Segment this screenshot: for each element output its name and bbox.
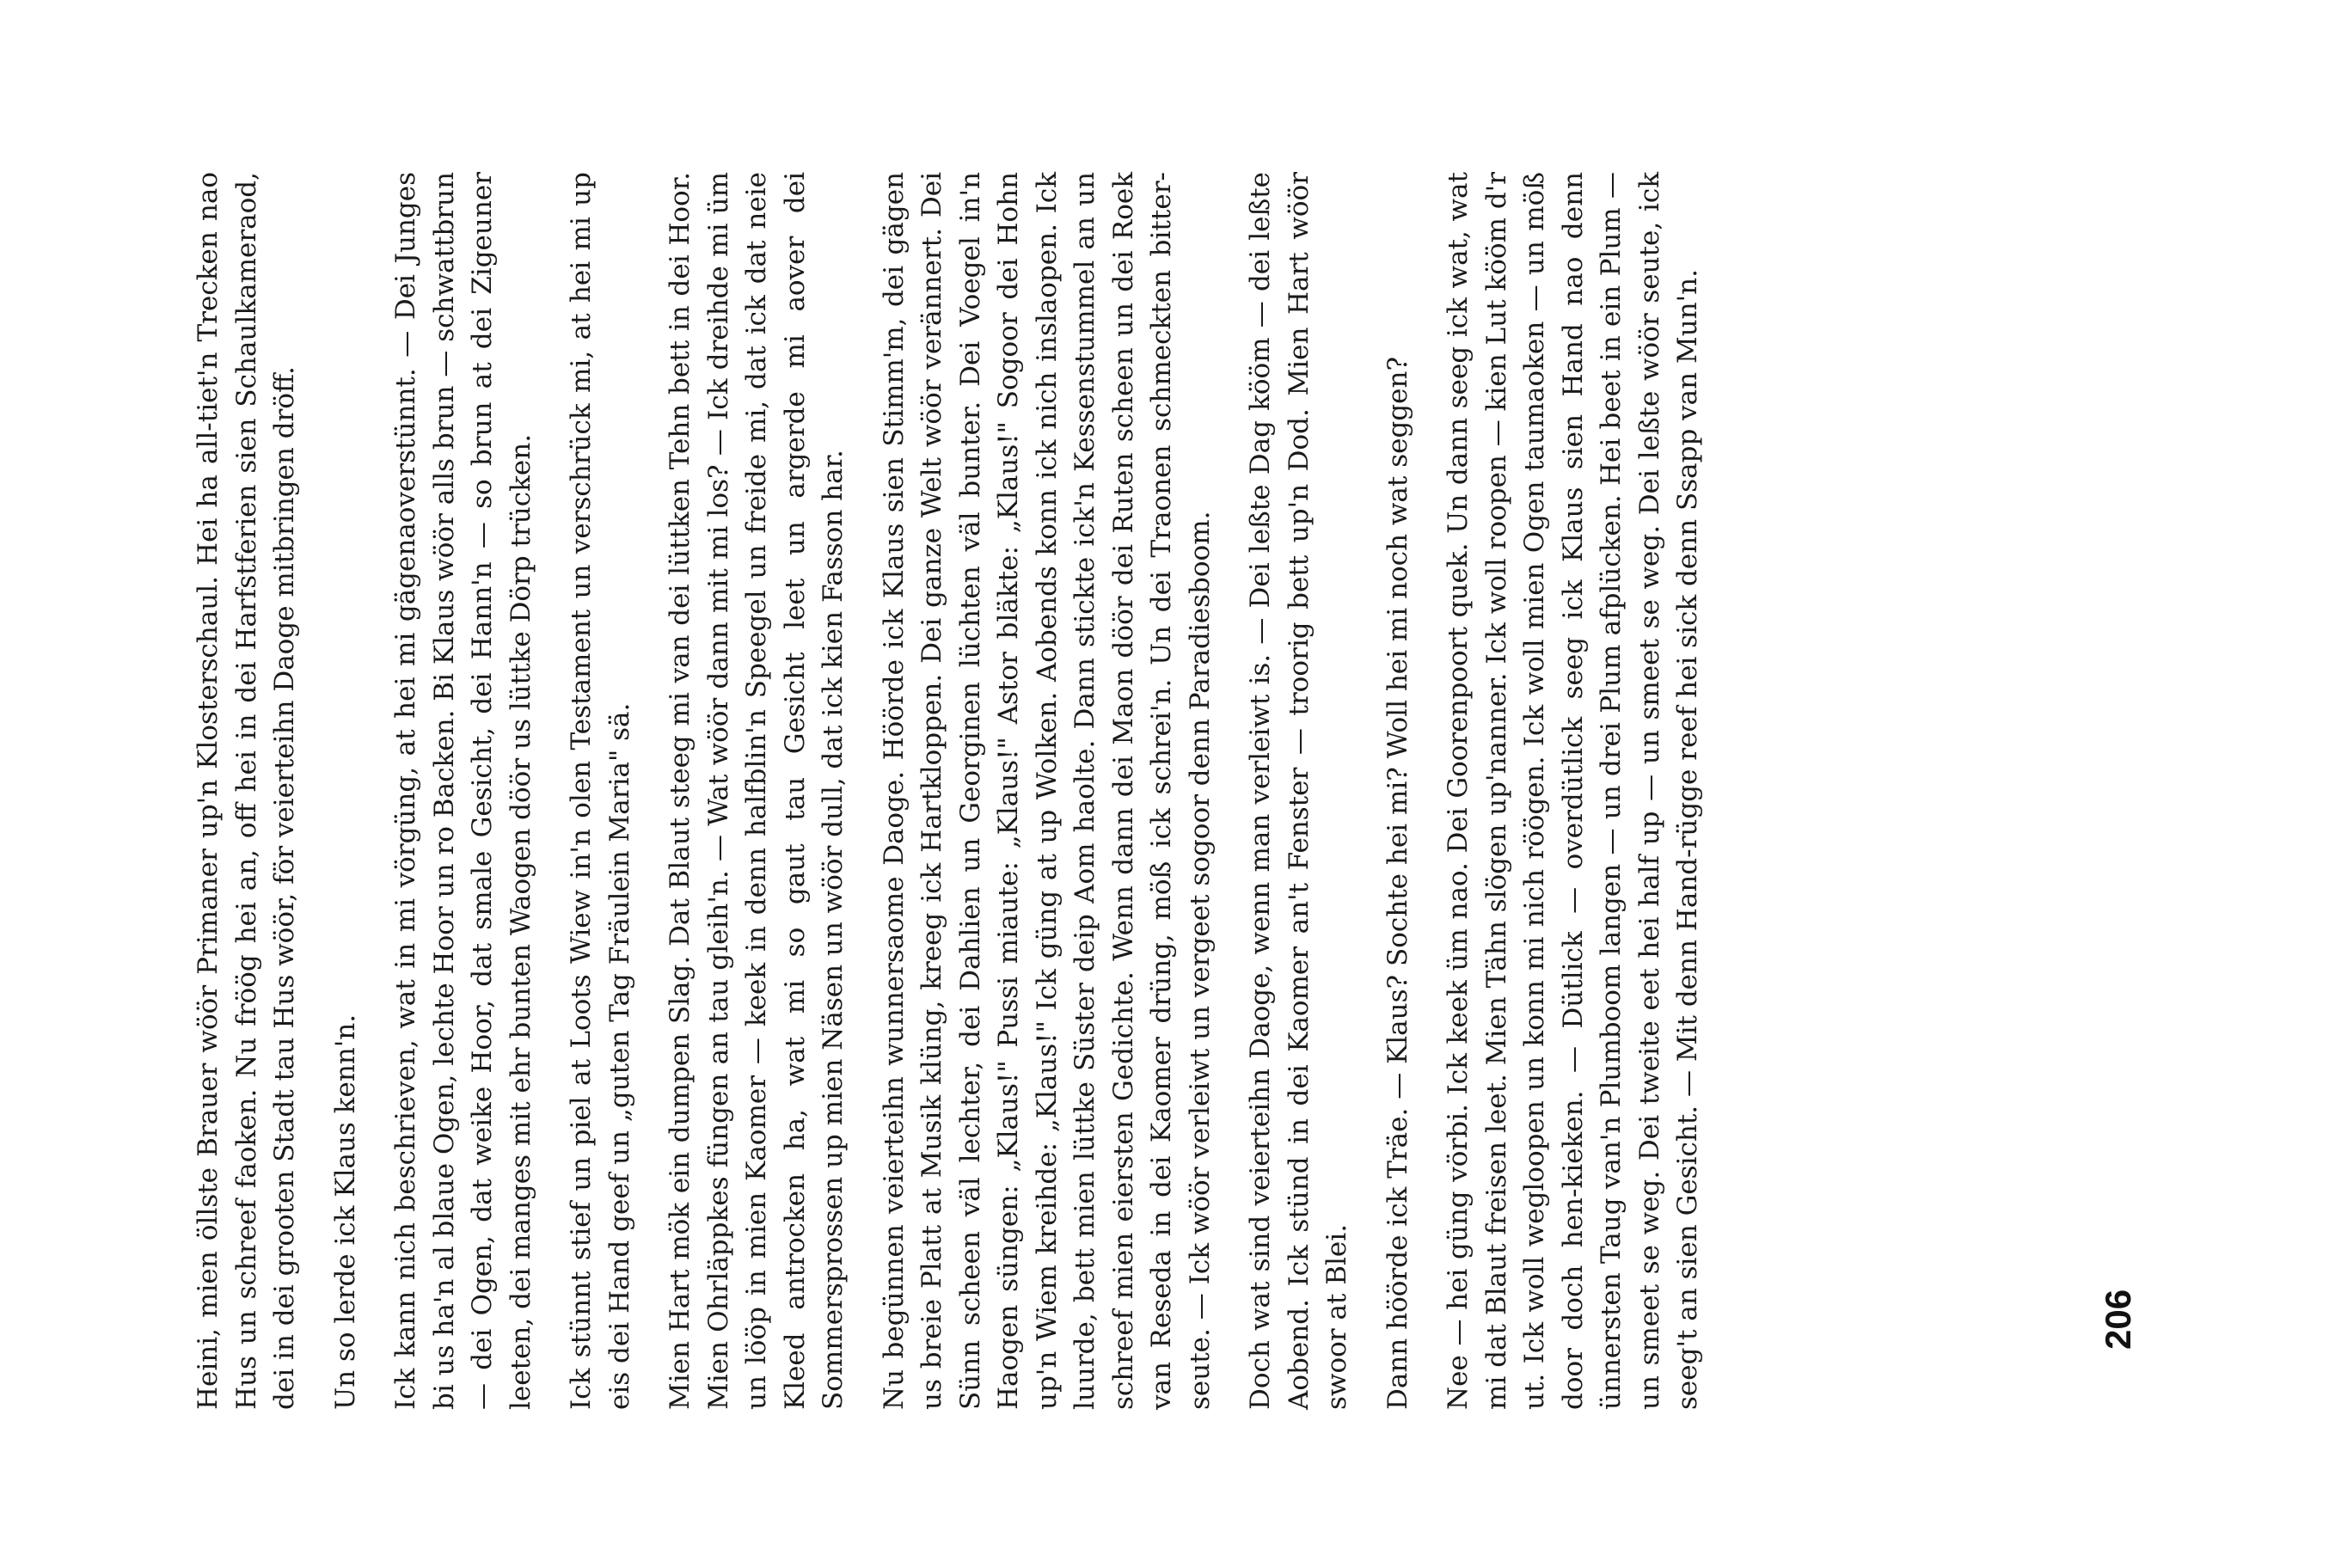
paragraph: Ick kann nich beschrieven, wat in mi vörgüng, at hei mi gägenaoverstünnt. — Dei Junges bi us ha'n al blaue Ogen, lechte Hoor un ro Backen. Bi Klaus wöör alls brun — schwattbrun — dei Ogen, dat weike Hoor, dat smale Gesicht, dei Hann'n — so brun at dei Zigeuner leeten, dei manges mit ehr bunten Waogen döör us lüttke Dörp trücken. [390,172,536,1410]
paragraph: Un so lerde ick Klaus kenn'n. [329,1014,361,1410]
paragraph: Nu begünnen veierteihn wunnersaome Daoge. Höörde ick Klaus sien Stimm'm, dei gägen us breie Platt at Musik klüng, kreeg ick Hartkloppen. Dei ganze Welt wöör verännert. Dei Sünn scheen väl lechter, dei Dahlien un Georginen lüchten väl bunter. Dei Voegel in'n Haogen süngen: „Klaus!" Pussi miaute: „Klaus!" Astor bläkte: „Klaus!" Sogoor dei Hohn up'n Wiem kreihde: „Klaus!" Ick güng at up Wolken. Aobends konn ick nich inslaopen. Ick luurde, bett mien lüttke Süster deip Aom haolte. Dann stickte ick'n Kessenstummel an un schreef mien eiersten Gedichte. Wenn dann dei Maon döör dei Ruten scheen un dei Roek van Reseda in dei Kaomer drüng, möß ick schrei'n. Un dei Traonen schmeckten bitter-seute. — Ick wöör verleiwt un vergeet sogoor denn Paradiesboom. [878,172,1216,1410]
paragraph: Dann höörde ick Träe. — Klaus? Sochte hei mi? Woll hei mi noch wat seggen? [1382,356,1413,1410]
paragraph: Mien Hart mök ein dumpen Slag. Dat Blaut steeg mi van dei lüttken Tehn bett in dei Hoor. Mien Ohrläppkes füngen an tau gleih'n. — Wat wöör dann mit mi los? — Ick dreihde mi üm un lööp in mien Kaomer — keek in denn halfblin'n Speegel un freide mi, dat ick dat neie Kleed antrocken ha, wat mi so gaut tau Gesicht leet un argerde mi aover dei Sommersprossen up mien Näsen un wöör dull, dat ick kien Fasson har. [665,172,849,1410]
page-text-block [189,172,2089,1410]
paragraph: Nee — hei güng vörbi. Ick keek üm nao. Dei Goorenpoort quek. Un dann seeg ick wat, wat mi dat Blaut freisen leet. Mien Tähn slögen up'nanner. Ick woll roopen — kien Lut kööm d'r ut. Ick woll wegloopen un konn mi nich röögen. Ick woll mien Ogen taumaoken — un möß door doch hen-kieken. — Dütlick — overdütlick seeg ick Klaus sien Hand nao denn ünnersten Taug van'n Plumboom langen — un drei Plum afplücken. Hei beet in ein Plum — un smeet se weg. Dei tweite eet hei half up — un smeet se weg. Dei leßte wöör seute, ick seeg't an sien Gesicht. — Mit denn Hand-rügge reef hei sick denn Ssapp van Mun'n. [1443,172,1703,1410]
paragraph: Ick stünnt stief un piel at Loots Wiew in'n olen Testament un verschrück mi, at hei mi up eis dei Hand geef un „guten Tag Fräulein Maria" sä. [566,172,635,1410]
page-number: 206 [2098,1289,2138,1350]
paragraph: Doch wat sind veierteihn Daoge, wenn man verleiwt is. — Dei leßte Dag kööm — dei leßte Aobend. Ick stünd in dei Kaomer an't Fenster — troorig bett up'n Dod. Mien Hart wöör swoor at Blei. [1245,172,1352,1410]
paragraph: Heini, mien öllste Brauer wöör Primaner up'n Klosterschaul. Hei ha all-tiet'n Trecken nao Hus un schreef faoken. Nu fröög hei an, off hei in dei Harfstferien sien Schaulkameraod, dei in dei grooten Stadt tau Hus wöör, för veierteihn Daoge mitbringen dröff. [193,172,300,1410]
